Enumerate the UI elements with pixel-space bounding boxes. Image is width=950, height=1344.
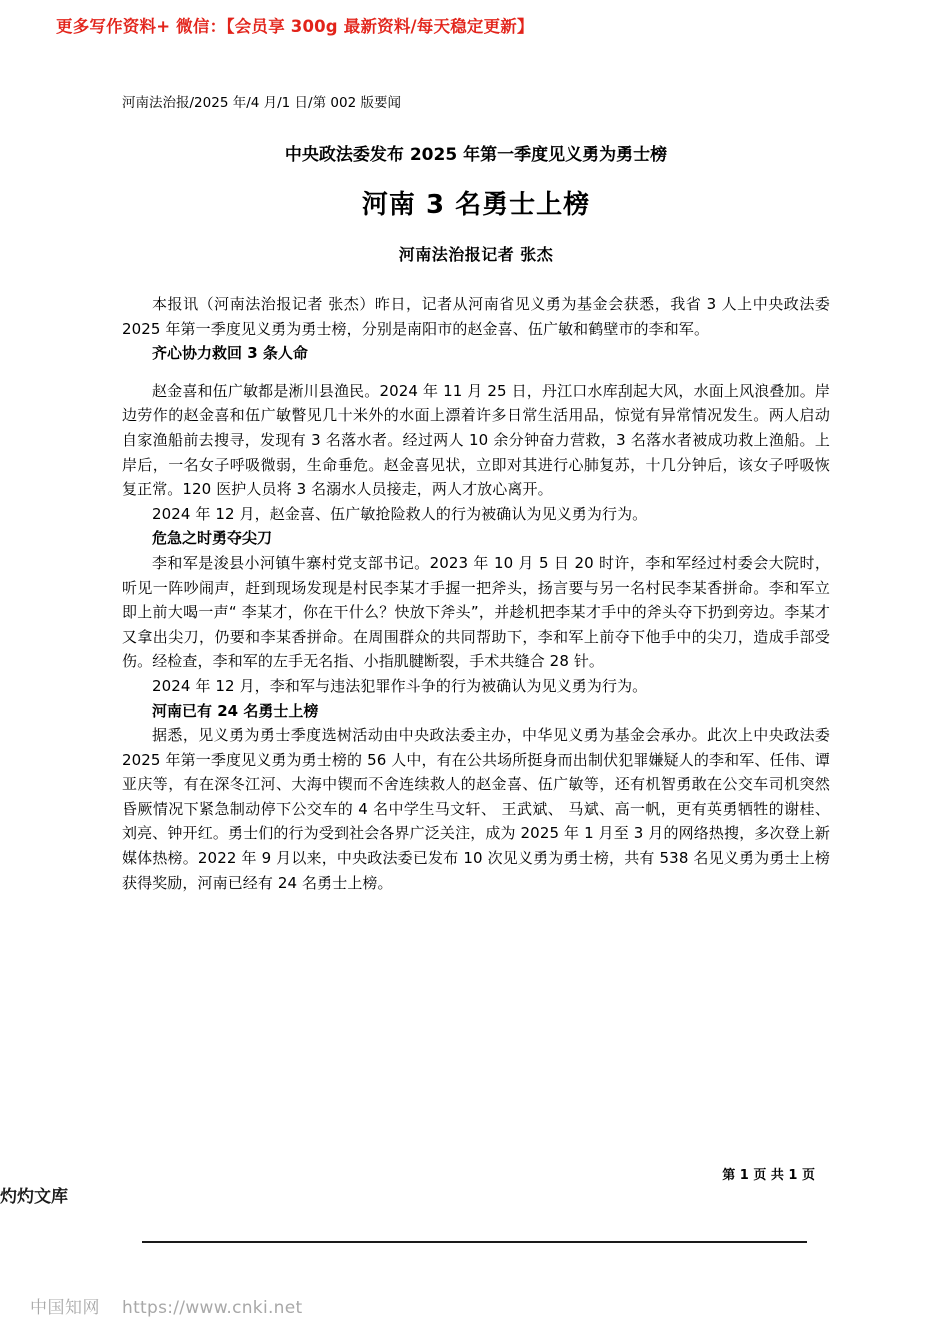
page-title: 河南 3 名勇士上榜 [361, 190, 591, 220]
section-subhead-2: 危急之时勇夺尖刀 [152, 529, 273, 548]
lead-paragraph: 本报讯（河南法治报记者 张杰）昨日，记者从河南省见义勇为基金会获悉，我省 3 人上中央政法委 2025 年第一季度见义勇为勇士榜，分别是南阳市的赵金喜、伍广敏和鹤壁市的李和军。 [122, 295, 830, 338]
promo-banner-text: 更多写作资料+ 微信：【会员享 300g 最新资料/每天稳定更新】 [56, 17, 534, 36]
section-2-paragraph-2: 2024 年 12 月，李和军与违法犯罪作斗争的行为被确认为见义勇为行为。 [152, 676, 648, 695]
source-line: 河南法治报/2025 年/4 月/1 日/第 002 版要闻 [122, 95, 401, 111]
article-body [122, 292, 830, 895]
kicker-title: 中央政法委发布 2025 年第一季度见义勇为勇士榜 [284, 145, 668, 165]
footer-divider [142, 1241, 807, 1243]
cnki-logo-text: 中国知网 [30, 1298, 100, 1318]
section-subhead-1: 齐心协力救回 3 条人命 [152, 344, 308, 363]
section-2-paragraph-1: 李和军是浚县小河镇牛寨村党支部书记。2023 年 10 月 5 日 20 时许，李和军经过村委会大院时，听见一阵吵闹声，赶到现场发现是村民李某才手握一把斧头，扬言要与另一名村民李某香拼命。李和军立即上前大喝一声“ 李某才，你在干什么？快放下斧头”，并趁机把李某才手中的斧头夺下扔到旁边。李某才又拿出尖刀，仍要和李某香拼命。在周围群众的共同帮助下，李和军上前夺下他手中的尖刀，造成手部受伤。经检查，李和军的左手无名指、小指肌腱断裂，手术共缝合 28 针。 [122, 553, 830, 671]
page-number: 第 1 页 共 1 页 [722, 1168, 815, 1183]
cnki-url: https://www.cnki.net [122, 1298, 303, 1318]
byline: 河南法治报记者 张杰 [398, 245, 554, 264]
section-1-paragraph-1: 赵金喜和伍广敏都是淅川县渔民。2024 年 11 月 25 日，丹江口水库刮起大风，水面上风浪叠加。岸边劳作的赵金喜和伍广敏瞥见几十米外的水面上漂着许多日常生活用品，惊觉有异常情况发生。两人启动自家渔船前去搜寻，发现有 3 名落水者。经过两人 10 余分钟奋力营救，3 名落水者被成功救上渔船。上岸后，一名女子呼吸微弱，生命垂危。赵金喜见状，立即对其进行心肺复苏，十几分钟后，该女子呼吸恢复正常。120 医护人员将 3 名溺水人员接走，两人才放心离开。 [122, 381, 830, 499]
article-content [122, 92, 830, 895]
section-spacer [122, 366, 830, 379]
section-1-paragraph-2: 2024 年 12 月，赵金喜、伍广敏抢险救人的行为被确认为见义勇为行为。 [152, 504, 648, 523]
section-subhead-3: 河南已有 24 名勇士上榜 [152, 701, 319, 720]
cnki-footer [30, 1296, 302, 1320]
library-watermark: 灼灼文库 [0, 1187, 68, 1207]
section-3-paragraph-1: 据悉，见义勇为勇士季度选树活动由中央政法委主办，中华见义勇为基金会承办。此次上中央政法委 2025 年第一季度见义勇为勇士榜的 56 人中，有在公共场所挺身而出制伏犯罪嫌疑人的李和军、任伟、谭亚庆等，有在深冬江河、大海中锲而不舍连续救人的赵金喜、伍广敏等，还有机智勇敢在公交车司机突然昏厥情况下紧急制动停下公交车的 4 名中学生马文轩、 王武斌、 马斌、高一帆，更有英勇牺牲的谢桂、刘亮、钟开红。勇士们的行为受到社会各界广泛关注，成为 2025 年 1 月至 3 月的网络热搜，多次登上新媒体热榜。2022 年 9 月以来，中央政法委已发布 10 次见义勇为勇士榜，共有 538 名见义勇为勇士上榜获得奖励，河南已经有 24 名勇士上榜。 [122, 726, 830, 892]
